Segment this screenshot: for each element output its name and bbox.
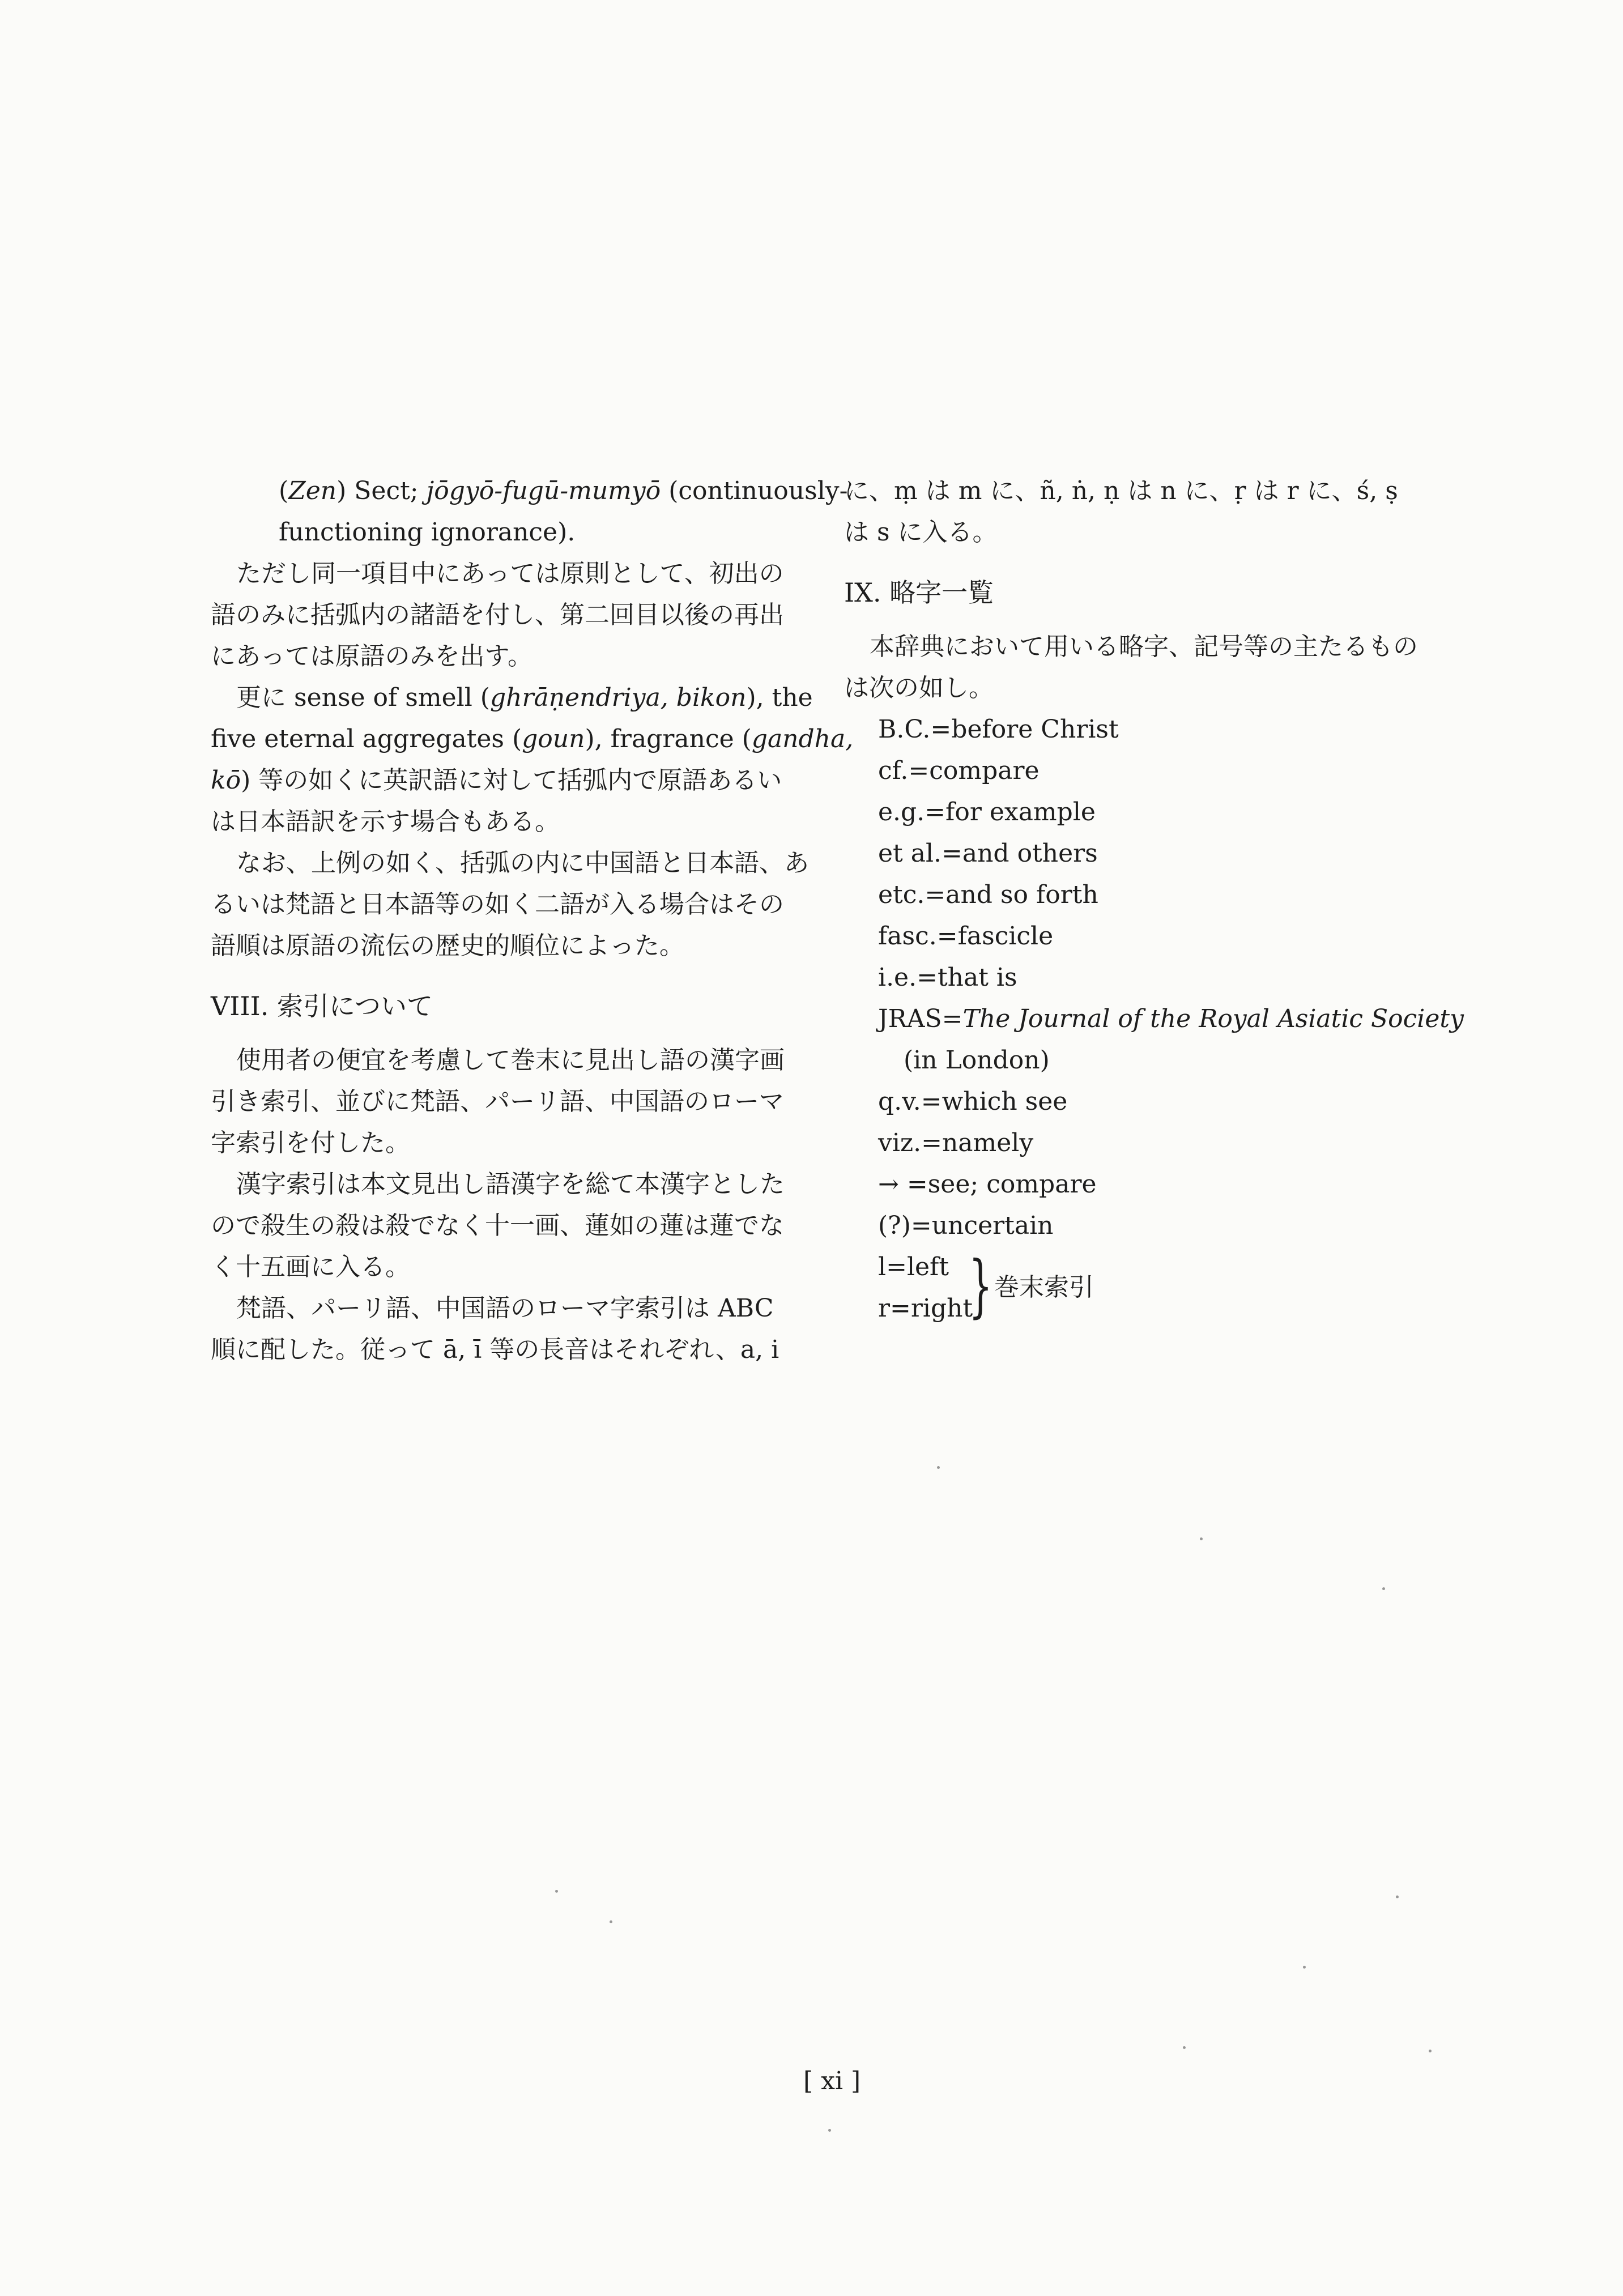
entry-continuation-line-2: functioning ignorance).	[279, 518, 576, 547]
paragraph-line: は日本語訳を示す場合もある。	[211, 807, 560, 836]
abbreviation-item: r=right	[878, 1294, 973, 1323]
left-right-group	[844, 1246, 1479, 1329]
paragraph-line: 引き索引、並びに梵語、パーリ語、中国語のローマ	[211, 1087, 784, 1116]
right-column	[844, 470, 1479, 1329]
paragraph-line: 更に sense of smell (ghrāṇendriya, bikon), the	[236, 683, 813, 712]
abbreviation-item: etc.=and so forth	[878, 880, 1098, 909]
scan-speck	[1396, 1895, 1399, 1898]
scan-speck	[937, 1466, 940, 1469]
page-number: [ xi ]	[803, 2067, 861, 2095]
abbreviation-item: → =see; compare	[878, 1170, 1097, 1199]
scan-speck	[610, 1920, 612, 1923]
scan-speck	[555, 1890, 558, 1893]
paragraph-line: 漢字索引は本文見出し語漢字を総て本漢字とした	[236, 1170, 785, 1199]
abbreviation-item: JRAS=The Journal of the Royal Asiatic Society	[878, 1004, 1464, 1033]
abbreviation-item: q.v.=which see	[878, 1087, 1068, 1116]
paragraph-line: ので殺生の殺は殺でなく十一画、蓮如の蓮は蓮でな	[211, 1211, 784, 1240]
paragraph-line: 語順は原語の流伝の歴史的順位によった。	[211, 931, 684, 960]
paragraph-line: 語のみに括弧内の諸語を付し、第二回目以後の再出	[211, 600, 784, 629]
abbreviation-item: fasc.=fascicle	[878, 922, 1054, 951]
abbreviation-item: e.g.=for example	[878, 798, 1096, 827]
abbreviation-item: et al.=and others	[878, 839, 1098, 868]
section-heading-ix: IX. 略字一覧	[844, 577, 994, 608]
paragraph-line: にあっては原語のみを出す。	[211, 642, 533, 671]
paragraph-line: ただし同一項目中にあっては原則として、初出の	[236, 559, 784, 588]
paragraph-line: に、ṃ は m に、ñ, ṅ, ṇ は n に、ṛ は r に、ś, ṣ	[844, 476, 1398, 505]
abbreviation-item-continuation: (in London)	[904, 1046, 1050, 1075]
paragraph-line: るいは梵語と日本語等の如く二語が入る場合はその	[211, 890, 784, 919]
paragraph-line: kō) 等の如くに英訳語に対して括弧内で原語あるい	[211, 766, 782, 795]
scan-speck	[1303, 1966, 1306, 1969]
paragraph-line: 梵語、パーリ語、中国語のローマ字索引は ABC	[236, 1294, 774, 1323]
section-heading-viii: VIII. 索引について	[211, 991, 433, 1021]
right-brace-icon: }	[969, 1247, 992, 1326]
entry-continuation-line-1: (Zen) Sect; jōgyō-fugū-mumyō (continuously-	[279, 476, 848, 505]
paragraph-line: 順に配した。従って ā, ī 等の長音はそれぞれ、a, i	[211, 1335, 779, 1364]
left-column	[211, 470, 854, 1370]
abbreviation-item: viz.=namely	[878, 1128, 1034, 1157]
abbreviation-item: l=left	[878, 1253, 949, 1281]
brace-label: 巻末索引	[994, 1273, 1094, 1302]
scan-speck	[1382, 1587, 1385, 1590]
paragraph-line: なお、上例の如く、括弧の内に中国語と日本語、あ	[236, 849, 810, 877]
brace-items	[878, 1246, 973, 1329]
scan-speck	[828, 2129, 831, 2132]
scan-speck	[1183, 2046, 1186, 2049]
abbreviation-item: (?)=uncertain	[878, 1211, 1054, 1240]
scan-speck	[1200, 1537, 1203, 1540]
paragraph-line: は s に入る。	[844, 518, 998, 547]
paragraph-line: く十五画に入る。	[211, 1253, 410, 1281]
paragraph-line: は次の如し。	[844, 674, 994, 702]
paragraph-line: five eternal aggregates (goun), fragrance (gandha,	[211, 725, 854, 753]
paragraph-line: 字索引を付した。	[211, 1128, 410, 1157]
scan-speck	[1429, 2050, 1432, 2052]
paragraph-line: 本辞典において用いる略字、記号等の主たるもの	[870, 632, 1418, 661]
abbreviation-item: cf.=compare	[878, 756, 1040, 785]
paragraph-line: 使用者の便宜を考慮して巻末に見出し語の漢字画	[236, 1046, 785, 1075]
abbreviation-item: i.e.=that is	[878, 963, 1017, 992]
abbreviation-item: B.C.=before Christ	[878, 715, 1119, 744]
